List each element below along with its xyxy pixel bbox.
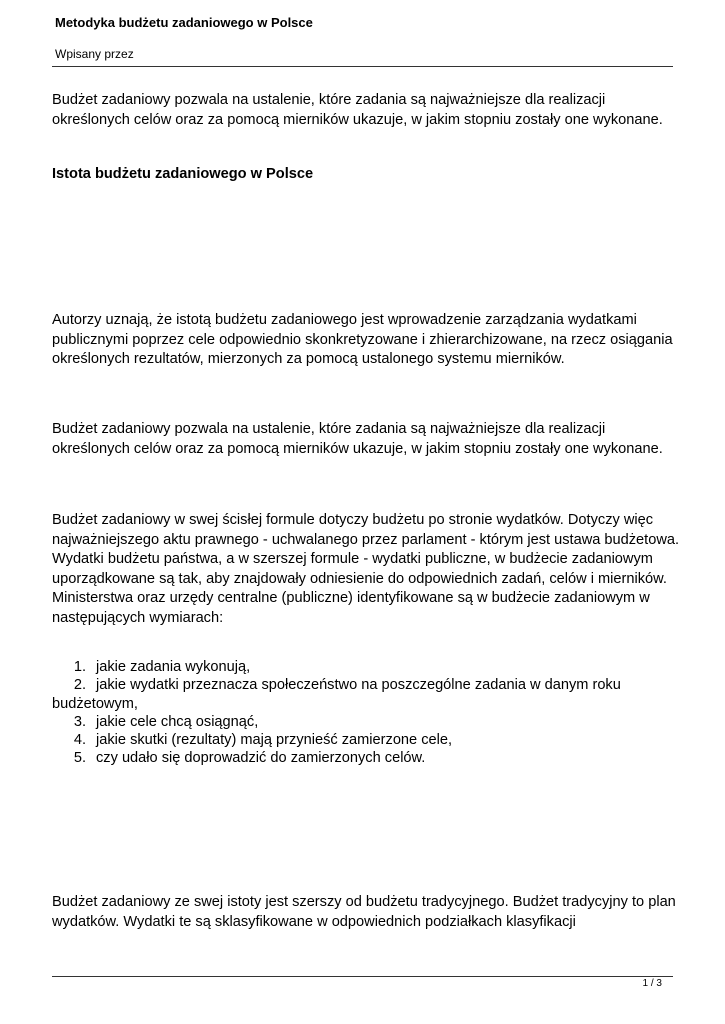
essence-paragraph: Autorzy uznają, że istotą budżetu zadaniowego jest wprowadzenie zarządzania wydatkami publicznymi poprzez cele odpowiednio skonkretyzowane i zhierarchizowane, na rzecz osiągania określonych rezultatów, mierzonych za pomocą ustalonego systemu mierników. bbox=[52, 312, 673, 367]
list-item: 5. czy udało się doprowadzić do zamierzonych celów. bbox=[73, 750, 426, 767]
list-item: 1. jakie zadania wykonują, bbox=[73, 659, 251, 675]
document-title: Metodyka budżetu zadaniowego w Polsce bbox=[55, 15, 313, 30]
list-item: 3. jakie cele chcą osiągnąć, bbox=[73, 713, 259, 730]
section-heading: Istota budżetu zadaniowego w Polsce bbox=[52, 166, 314, 182]
footer-divider bbox=[52, 976, 673, 977]
repeat-paragraph: Budżet zadaniowy pozwala na ustalenie, które zadania są najważniejsze dla realizacji określonych celów oraz za pomocą mierników ukazuje, w jakim stopniu zostały one wykonane. bbox=[52, 421, 663, 457]
dimensions-list bbox=[52, 658, 682, 768]
list-item: 4. jakie skutki (rezultaty) mają przynieść zamierzone cele, bbox=[73, 732, 453, 749]
traditional-budget-paragraph: Budżet zadaniowy ze swej istoty jest szerszy od budżetu tradycyjnego. Budżet tradycyjny to plan wydatków. Wydatki te są sklasyfikowane w odpowiednich podziałkach klasyfikacji bbox=[52, 894, 676, 930]
author-byline: Wpisany przez bbox=[55, 47, 134, 61]
page-number: 1 / 3 bbox=[642, 978, 662, 989]
list-item: 2. jakie wydatki przeznacza społeczeństwo na poszczególne zadania w danym roku budżetowym, bbox=[52, 677, 621, 712]
intro-paragraph: Budżet zadaniowy pozwala na ustalenie, które zadania są najważniejsze dla realizacji określonych celów oraz za pomocą mierników ukazuje, w jakim stopniu zostały one wykonane. bbox=[52, 92, 663, 128]
header-divider bbox=[52, 66, 673, 67]
scope-paragraph: Budżet zadaniowy w swej ścisłej formule dotyczy budżetu po stronie wydatków. Dotyczy więc najważniejszego aktu prawnego - uchwalanego przez parlament - którym jest ustawa budżetowa. Wydatki budżetu państwa, a w szerszej formule - wydatki publiczne, w budżecie zadaniowym uporządkowane są tak, aby znajdowały odniesienie do odpowiednich zadań, celów i mierników. Ministerstwa oraz urzędy centralne (publiczne) identyfikowane są w budżecie zadaniowym w następujących wymiarach: bbox=[52, 512, 680, 626]
